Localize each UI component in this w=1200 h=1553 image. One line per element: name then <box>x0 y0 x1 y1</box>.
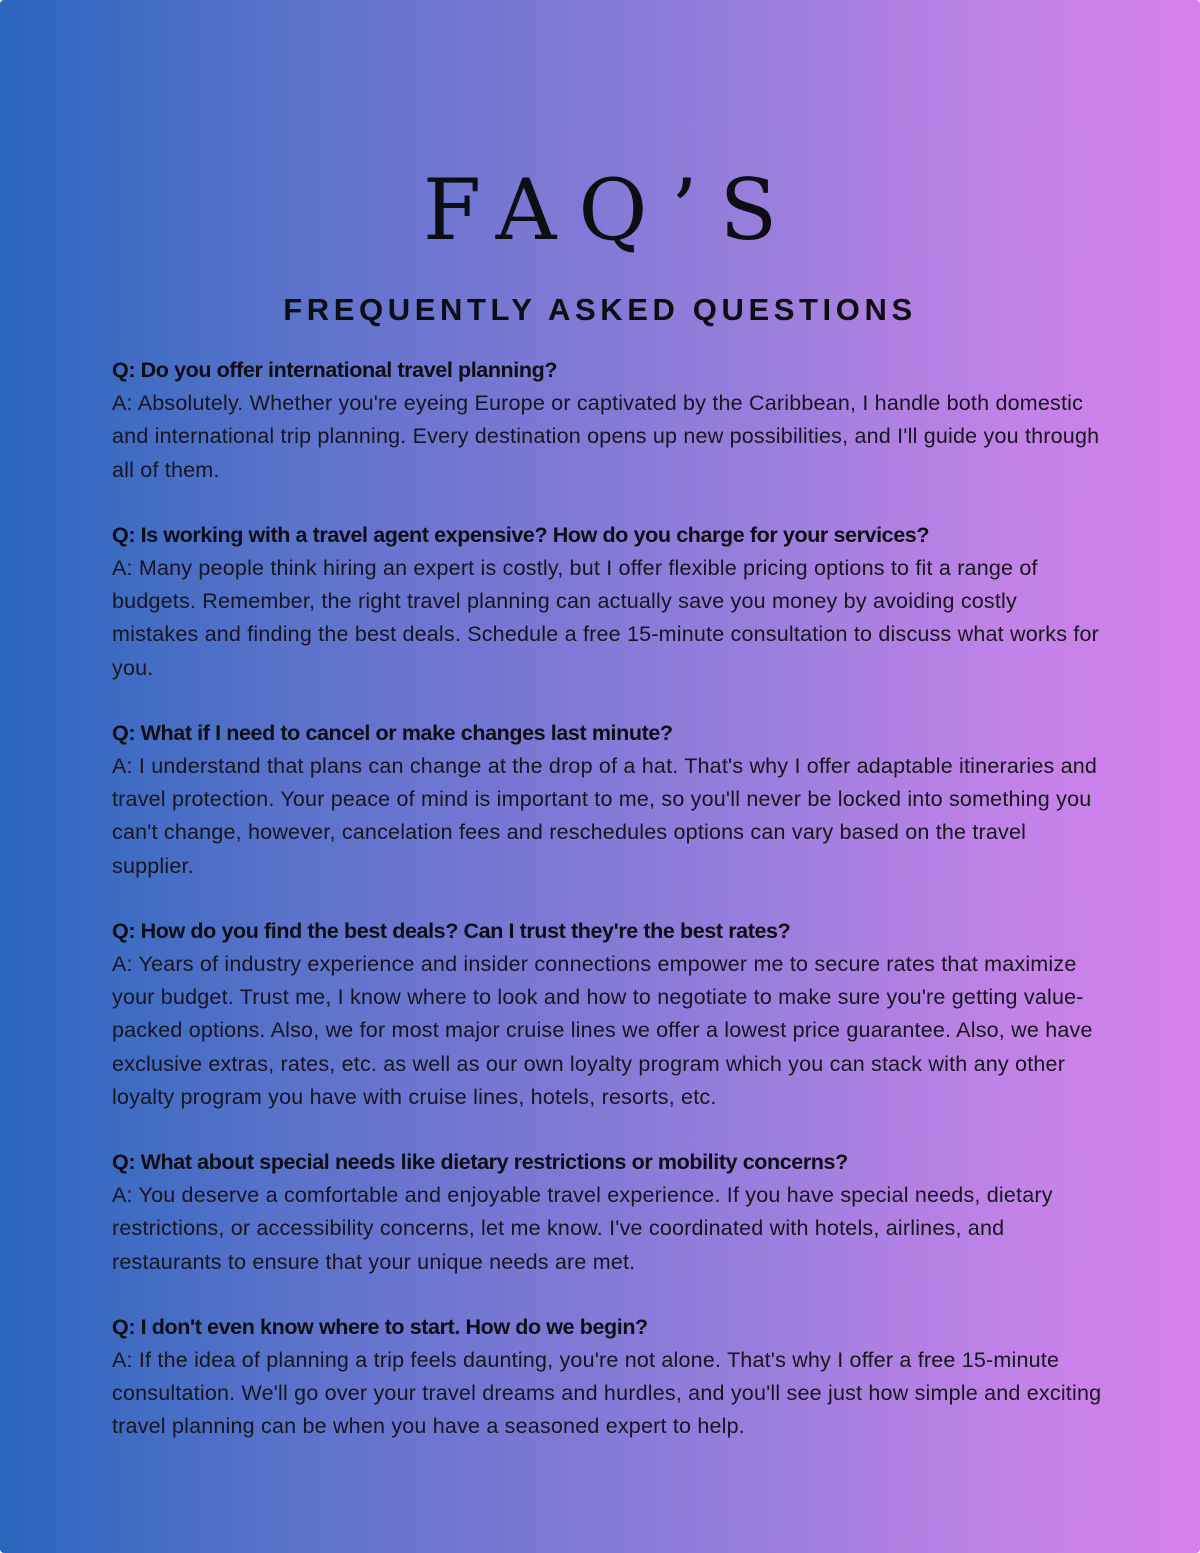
faq-item-best-deals <box>112 915 1102 1114</box>
faq-question: Q: Do you offer international travel planning? <box>112 358 558 382</box>
faq-item-international <box>112 354 1102 487</box>
faq-answer: A: You deserve a comfortable and enjoyable travel experience. If you have special needs, dietary restrictions, or accessibility concerns, let me know. I've coordinated with hotels, airlines, and restaurants to ensure that your unique needs are met. <box>112 1183 1053 1274</box>
faq-question: Q: What about special needs like dietary restrictions or mobility concerns? <box>112 1150 848 1175</box>
faq-question: Q: I don't even know where to start. How do we begin? <box>112 1314 648 1339</box>
faq-question: Q: How do you find the best deals? Can I trust they're the best rates? <box>112 918 791 943</box>
faq-list <box>112 354 1102 1476</box>
faq-answer: A: Absolutely. Whether you're eyeing Europe or captivated by the Caribbean, I handle both domestic and international trip planning. Every destination opens up new possibilities, and I'll guide you through all of them. <box>112 391 1100 482</box>
faq-question: Q: Is working with a travel agent expensive? How do you charge for your services? <box>112 522 930 547</box>
faq-item-special-needs <box>112 1146 1102 1279</box>
faq-item-pricing <box>112 519 1102 685</box>
faq-answer: A: Years of industry experience and insider connections empower me to secure rates that maximize your budget. Trust me, I know where to look and how to negotiate to make sure you're getting value-packed options. Also, we for most major cruise lines we offer a lowest price guarantee. Also, we have exclusive extras, rates, etc. as well as our own loyalty program which you can stack with any other loyalty program you have with cruise lines, hotels, resorts, etc. <box>112 952 1093 1109</box>
faq-question: Q: What if I need to cancel or make changes last minute? <box>112 720 673 745</box>
faq-answer: A: Many people think hiring an expert is costly, but I offer flexible pricing options to fit a range of budgets. Remember, the right travel planning can actually save you money by avoiding costly mistakes and finding the best deals. Schedule a free 15-minute consultation to discuss what works for you. <box>112 556 1100 680</box>
faq-item-getting-started <box>112 1311 1102 1444</box>
faq-answer: A: If the idea of planning a trip feels daunting, you're not alone. That's why I offer a free 15-minute consultation. We'll go over your travel dreams and hurdles, and you'll see just how simple and exciting travel planning can be when you have a seasoned expert to help. <box>112 1348 1102 1439</box>
page-subtitle: FREQUENTLY ASKED QUESTIONS <box>283 292 917 327</box>
faq-answer: A: I understand that plans can change at the drop of a hat. That's why I offer adaptable itineraries and travel protection. Your peace of mind is important to me, so you'll never be locked into something you can't change, however, cancelation fees and reschedules options can vary based on the travel supplier. <box>112 754 1098 878</box>
faq-item-cancellations <box>112 717 1102 883</box>
page-title: FAQ’S <box>422 161 800 259</box>
